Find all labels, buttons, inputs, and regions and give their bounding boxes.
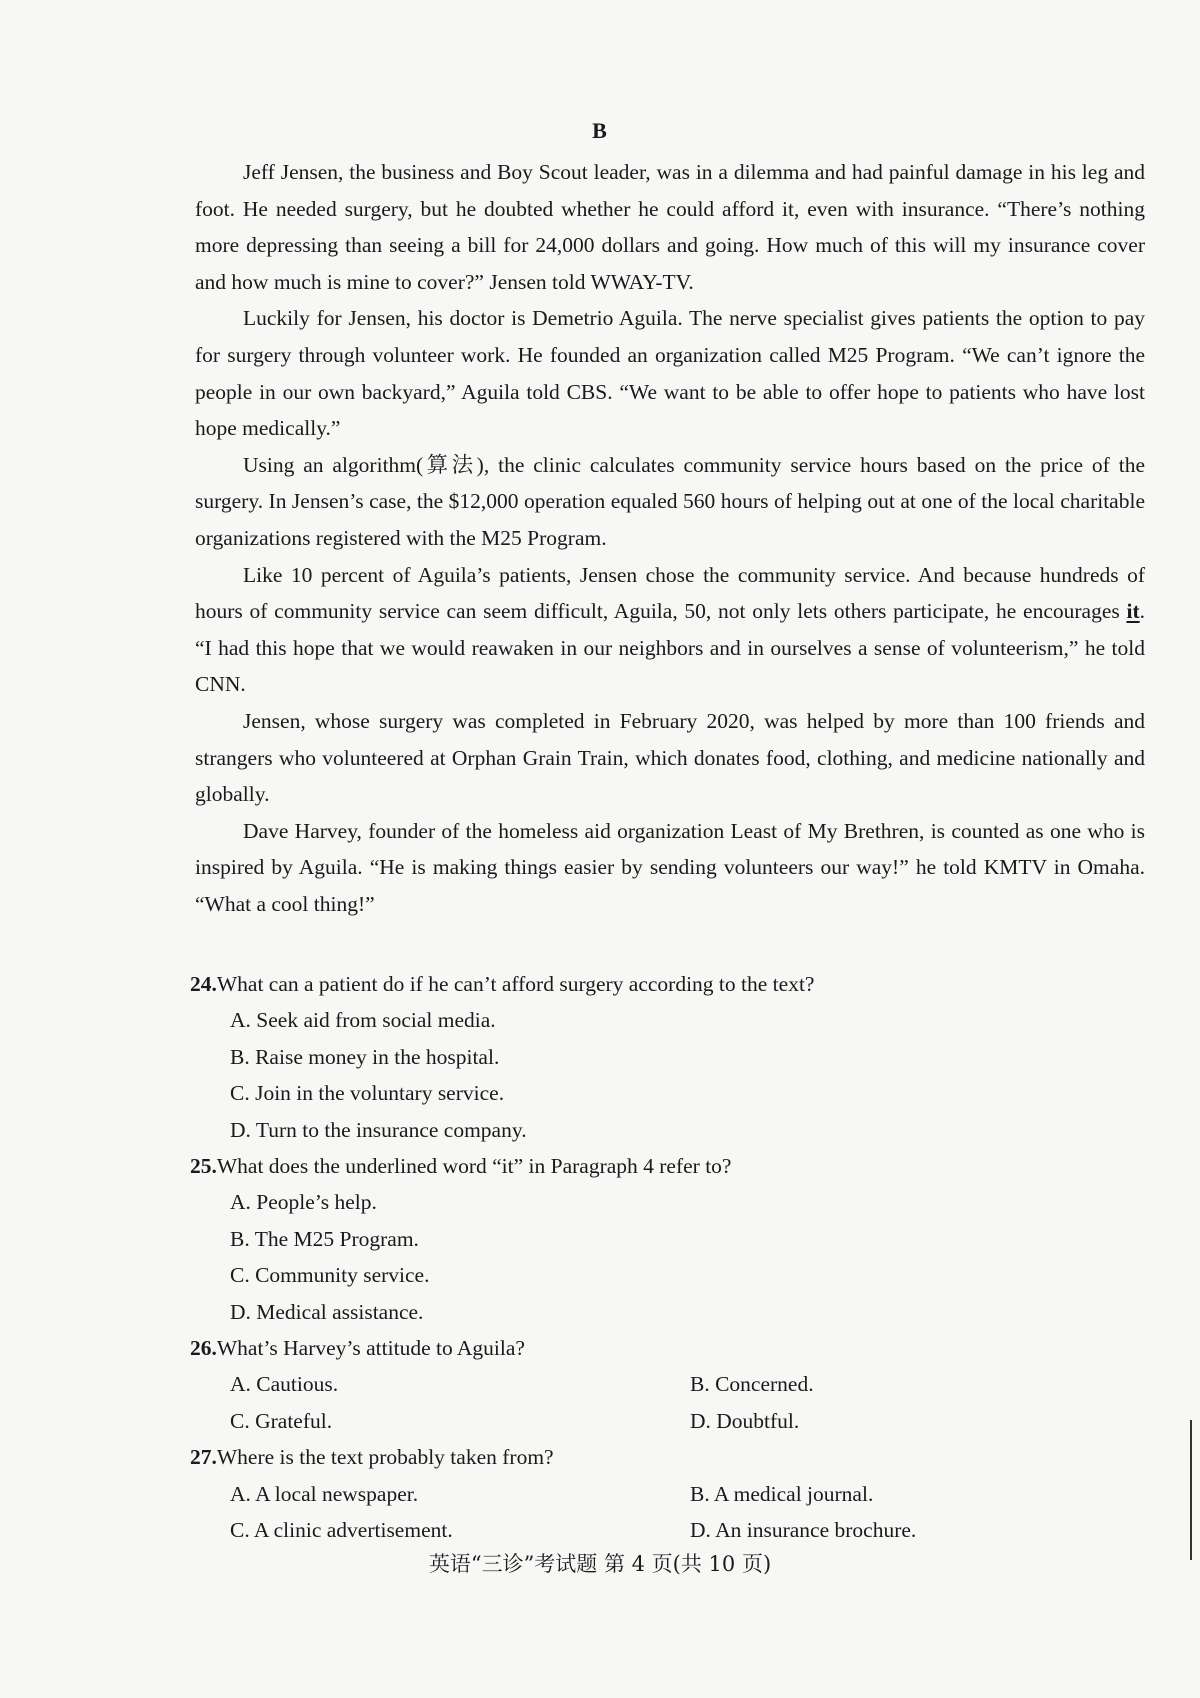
question-list [190,966,1145,1549]
question-24 [190,966,1145,1002]
page-footer: 英语“三诊”考试题 第 4 页(共 10 页) [428,1552,772,1576]
paragraph-2: Luckily for Jensen, his doctor is Demetrio Aguila. The nerve specialist gives patients the option to pay for surgery through volunteer work. He founded an organization called M25 Program. “We can’t ignore the people in our own backyard,” Aguila told CBS. “We want to be able to offer hope to patients who have lost hope medically.” [195,306,1145,441]
option-c: C. Community service. [230,1263,430,1288]
option-a: A. Seek aid from social media. [230,1008,496,1033]
option-a: A. People’s help. [230,1190,377,1215]
option-c: C. Join in the voluntary service. [230,1081,505,1106]
question-number: 27. [190,1445,217,1470]
question-25 [190,1148,1145,1184]
option-b: B. Concerned. [690,1372,814,1397]
paragraph-4-before: Like 10 percent of Aguila’s patients, Jensen chose the community service. And because hundreds of hours of community service can seem difficult, Aguila, 50, not only lets others participate, he encourages [195,562,1145,624]
option-d: D. Doubtful. [690,1408,800,1433]
paragraph-4-after: . “I had this hope that we would reawaken in our neighbors and in ourselves a sense of volunteerism,” he told CNN. [195,599,1145,697]
question-stem: What does the underlined word “it” in Paragraph 4 refer to? [216,1154,732,1179]
paragraph-4 [195,557,1145,703]
section-title: B [592,118,608,143]
question-stem: What’s Harvey’s attitude to Aguila? [216,1336,525,1361]
page-edge-line [1190,1420,1192,1560]
question-number: 25. [190,1154,217,1179]
question-stem: What can a patient do if he can’t afford surgery according to the text? [216,972,815,996]
question-number: 24. [190,972,217,996]
option-d: D. Turn to the insurance company. [230,1117,527,1142]
option-b: B. The M25 Program. [230,1226,419,1251]
question-stem: Where is the text probably taken from? [216,1445,554,1470]
reading-passage [195,154,1145,922]
option-b: B. Raise money in the hospital. [230,1044,500,1069]
option-a: A. Cautious. [230,1372,339,1397]
paragraph-1: Jeff Jensen, the business and Boy Scout leader, was in a dilemma and had painful damage in his leg and foot. He needed surgery, but he doubted whether he could afford it, even with insurance. “There’s nothing more depressing than seeing a bill for 24,000 dollars and going. How much of this will my insurance cover and how much is mine to cover?” Jensen told WWAY-TV. [195,160,1145,294]
option-c: C. Grateful. [230,1408,333,1433]
question-26 [190,1330,1145,1366]
question-27 [190,1439,1145,1475]
paragraph-6: Dave Harvey, founder of the homeless aid organization Least of My Brethren, is counted as one who is inspired by Aguila. “He is making things easier by sending volunteers our way!” he told KMTV in Omaha. “What a cool thing!” [195,818,1145,916]
paragraph-5: Jensen, whose surgery was completed in February 2020, was helped by more than 100 friends and strangers who volunteered at Orphan Grain Train, which donates food, clothing, and medicine nationally and globally. [195,708,1145,807]
options-grid [230,1366,1145,1439]
underlined-word: it [1126,599,1140,624]
option-d: D. Medical assistance. [230,1299,424,1324]
option-c: C. A clinic advertisement. [230,1518,453,1543]
paragraph-3: Using an algorithm(算法), the clinic calculates community service hours based on the price of the surgery. In Jensen’s case, the $12,000 operation equaled 560 hours of helping out at one of the local charitable organizations registered with the M25 Program. [195,452,1145,550]
option-b: B. A medical journal. [690,1481,874,1506]
options-grid [230,1476,1145,1549]
option-a: A. A local newspaper. [230,1481,419,1506]
question-number: 26. [190,1336,217,1361]
option-d: D. An insurance brochure. [690,1518,917,1543]
